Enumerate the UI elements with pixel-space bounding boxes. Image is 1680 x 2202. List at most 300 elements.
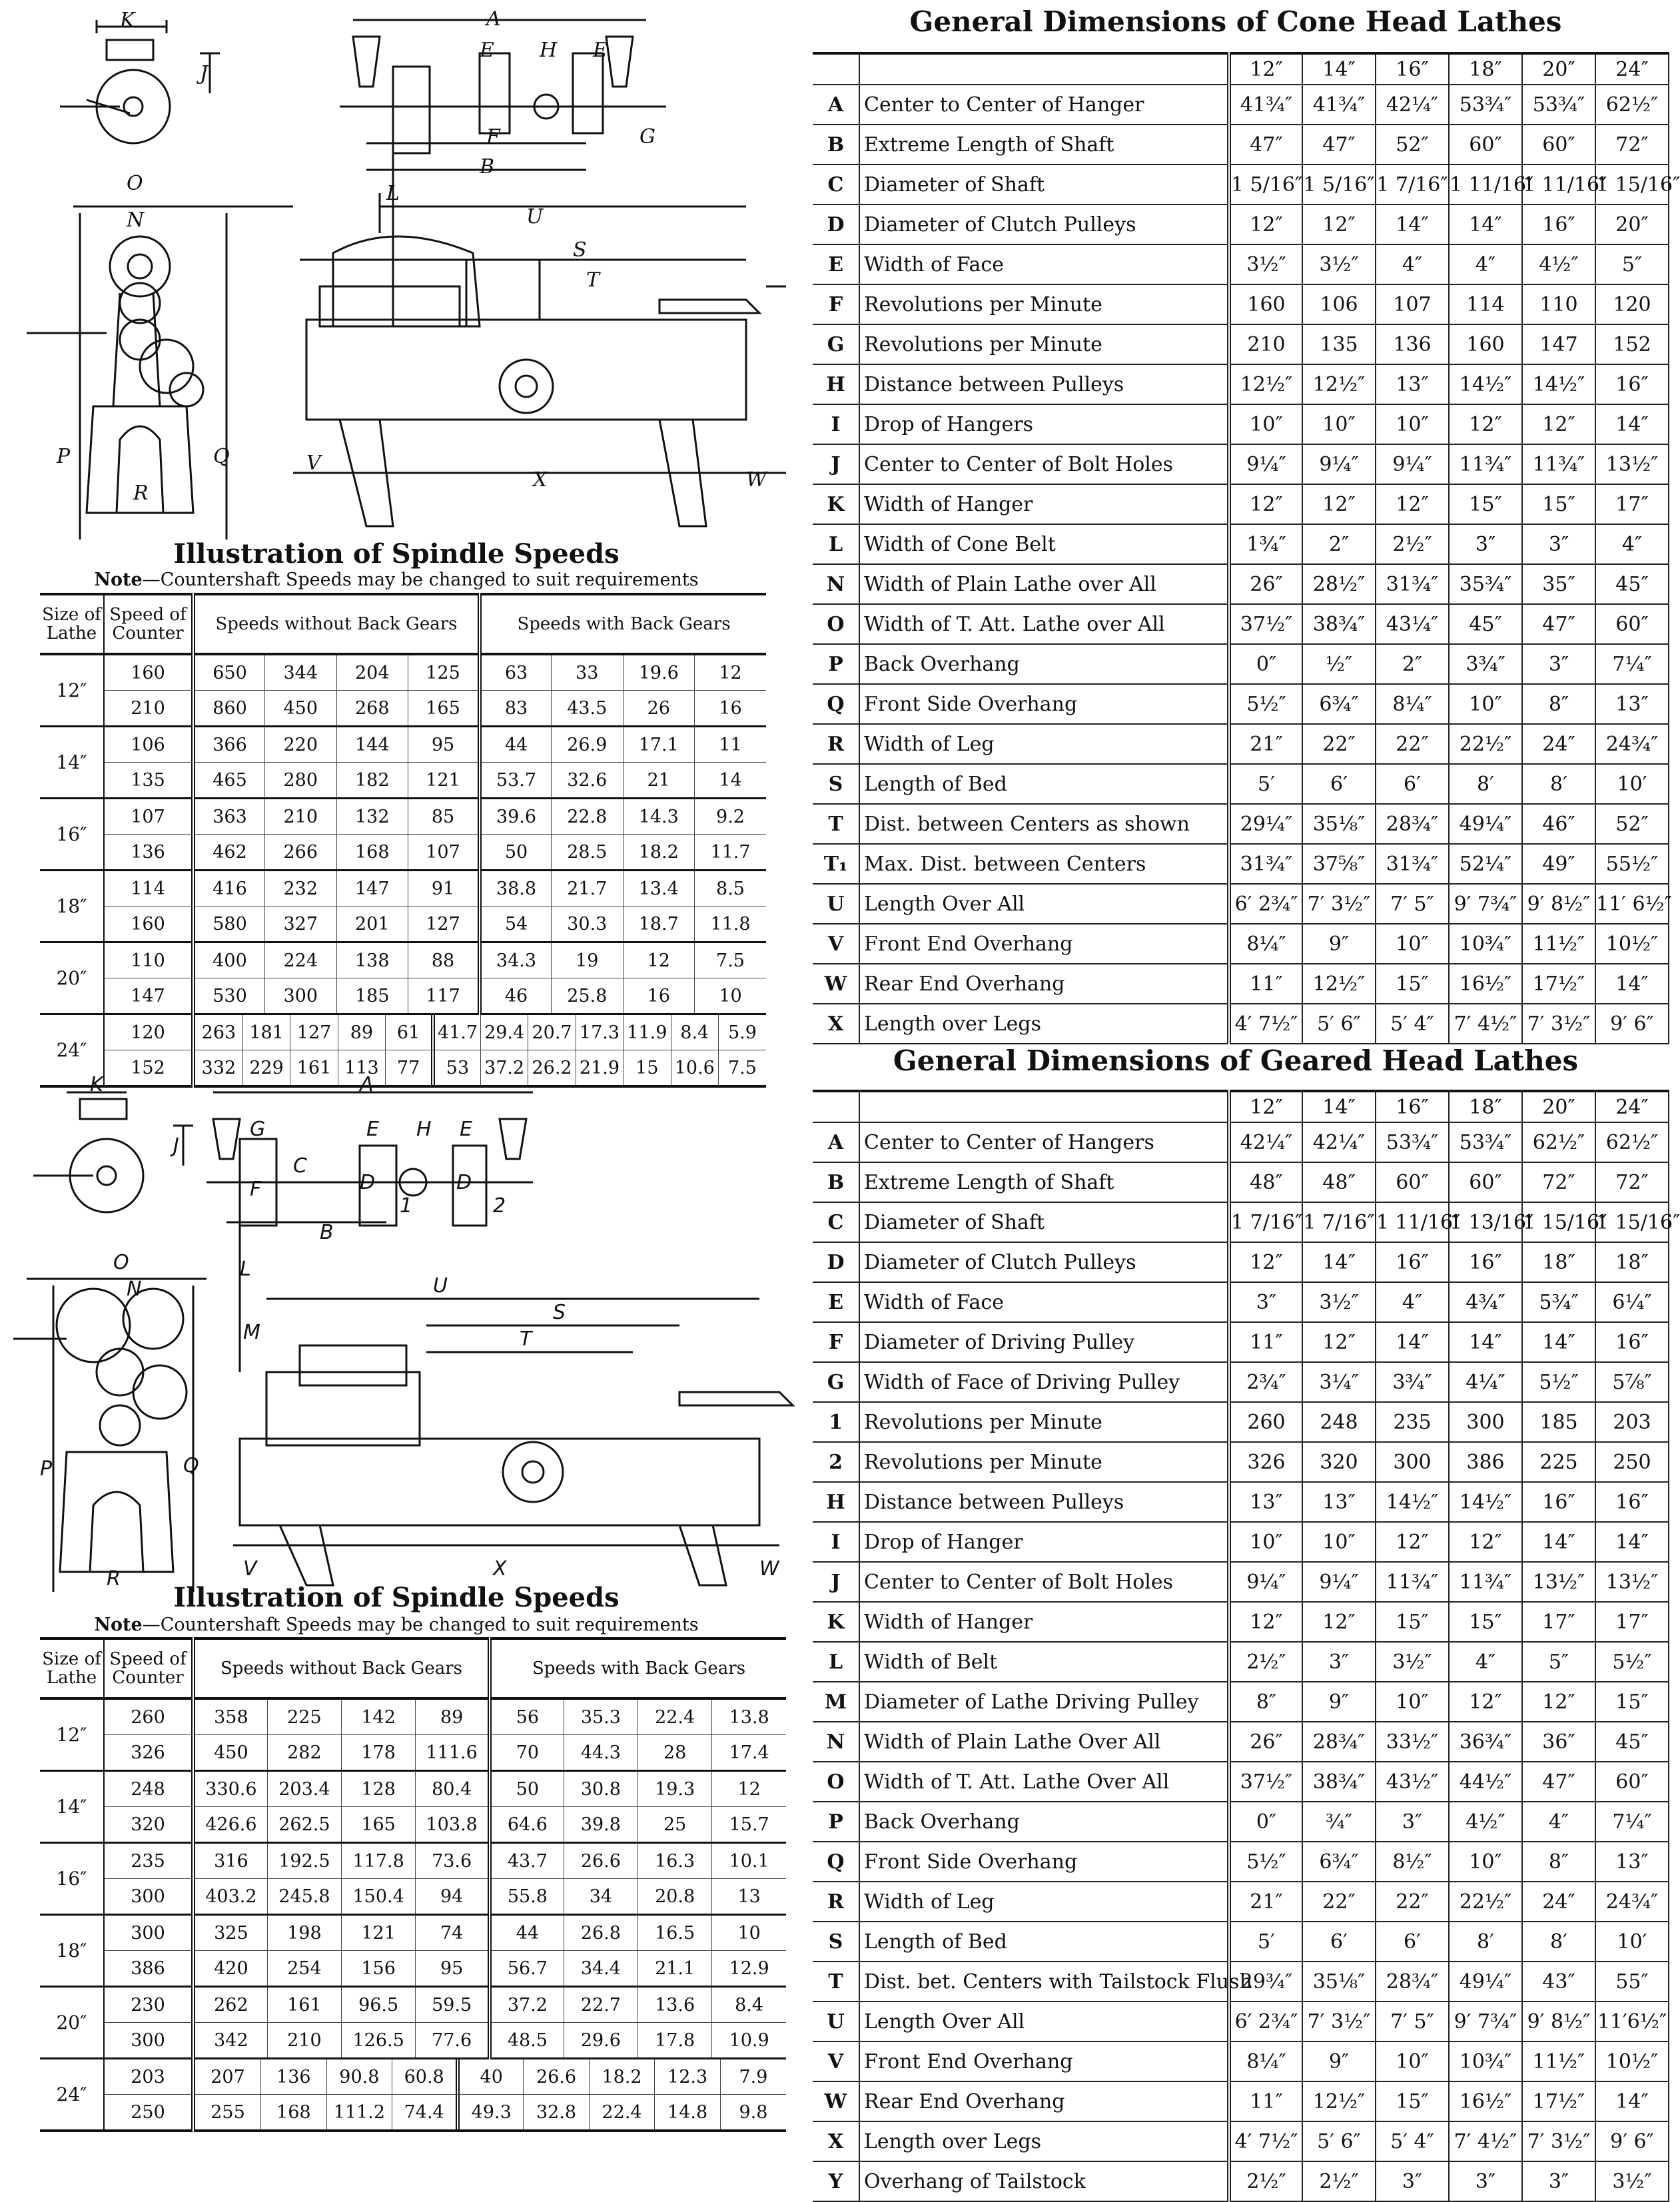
speed-without-gears: 366 [193,727,265,763]
dimension-value: 4′ 7½″ [1229,2121,1302,2161]
table-row [813,324,1669,364]
row-description: Width of Cone Belt [859,524,1229,564]
dimension-value: ½″ [1302,644,1376,684]
dimension-value: 13″ [1376,364,1449,404]
speed-without-gears: 161 [290,1050,338,1085]
counter-speed: 203 [104,2059,193,2095]
speed-without-gears: 325 [193,1915,267,1951]
speed-with-gears: 8.4 [712,1987,786,2023]
dimension-value: 9′ 8½″ [1522,884,1595,924]
row-description: Back Overhang [859,1802,1229,1842]
table-row [40,1879,786,1915]
speed-with-gears: 12 [712,1771,786,1807]
row-description: Overhang of Tailstock [859,2161,1229,2201]
speed-without-gears: 96.5 [342,1987,416,2023]
table-row [813,1442,1669,1482]
dimension-value: 31¾″ [1376,564,1449,604]
speed-without-gears: 204 [336,654,408,691]
speed-with-gears: 37.2 [480,1050,528,1085]
row-letter: Q [813,1842,859,1882]
row-description: Diameter of Clutch Pulleys [859,1242,1229,1282]
dimension-value: 7′ 4½″ [1449,1004,1522,1044]
dimension-value: 6′ 2¾″ [1229,2002,1302,2041]
speed-without-gears: 462 [193,835,265,871]
dimension-value: 35⅛″ [1302,1962,1376,2002]
dimension-value: 8′ [1449,764,1522,804]
speed-with-gears: 13.4 [623,871,695,907]
geared-speeds-note: Note—Countershaft Speeds may be changed to suit requirements [94,1615,699,1635]
speed-without-gears: 327 [265,907,337,942]
dimension-value: 0″ [1229,644,1302,684]
speed-with-gears: 20.7 [528,1015,576,1050]
label-J: J [173,1134,179,1158]
speed-cells [193,2095,786,2131]
row-letter: V [813,924,859,964]
dimension-value: 235 [1376,1402,1449,1442]
speed-without-gears: 262 [193,1987,267,2023]
size-header: Size of Lathe [40,594,104,654]
table-row [813,964,1669,1004]
dimension-value: 20″ [1595,204,1669,244]
dimension-value: 3¼″ [1302,1362,1376,1402]
row-letter: X [813,2121,859,2161]
dimension-value: 35″ [1522,564,1595,604]
dimension-value: 136 [1376,324,1449,364]
dimension-value: 9¼″ [1302,1562,1376,1602]
counter-speed: 320 [104,1807,193,1843]
speed-without-gears: 580 [193,907,265,942]
table-row [813,1004,1669,1044]
speed-without-gears: 74 [416,1915,490,1951]
dimension-value: 14½″ [1449,364,1522,404]
speed-with-gears: 16.3 [638,1843,712,1879]
speed-without-gears: 450 [193,1735,267,1771]
row-description: Width of Belt [859,1642,1229,1682]
cone-dims-title: General Dimensions of Cone Head Lathes [909,5,1562,38]
speed-with-gears: 40 [458,2059,524,2094]
dimension-value: 12″ [1376,1522,1449,1562]
dimension-value: 10′ [1595,1922,1669,1962]
label-1: 1 [400,1194,413,1218]
table-row [813,604,1669,644]
dimension-value: 10″ [1229,404,1302,444]
dimension-value: 7′ 3½″ [1302,2002,1376,2041]
dimension-value: 14″ [1595,1522,1669,1562]
speed-without-gears: 363 [193,799,265,835]
speed-with-gears: 16 [623,978,695,1014]
cone-dims-table [813,52,1680,1044]
row-description: Revolutions per Minute [859,1442,1229,1482]
table-row [40,1843,786,1879]
speed-without-gears: 650 [193,654,265,691]
dimension-value: 9″ [1302,1682,1376,1722]
lathe-size: 14″ [40,1771,104,1843]
table-row [813,844,1669,884]
dimension-value: 3″ [1302,1642,1376,1682]
speed-without-gears: 225 [267,1698,341,1735]
dimension-value: 12″ [1229,1242,1302,1282]
cone-speeds-table [40,593,766,1088]
dimension-value: 10″ [1302,1522,1376,1562]
speed-without-gears: 132 [336,799,408,835]
row-description: Rear End Overhang [859,964,1229,1004]
speed-without-gears: 300 [265,978,337,1014]
dimension-value: 16″ [1595,1482,1669,1522]
label-B: B [320,1221,334,1244]
speed-without-gears: 95 [416,1951,490,1987]
speed-without-gears: 117 [408,978,480,1014]
dimension-value: 15″ [1595,1682,1669,1722]
row-letter: P [813,644,859,684]
dimension-value: 210 [1229,324,1302,364]
row-description: Width of Hanger [859,484,1229,524]
dimension-value: 248 [1302,1402,1376,1442]
row-letter: W [813,964,859,1004]
dimension-value: 6′ [1302,1922,1376,1962]
dimension-value: 135 [1302,324,1376,364]
speed-without-gears: 263 [195,1015,242,1050]
dimension-value: 60″ [1595,604,1669,644]
dimension-value: 320 [1302,1442,1376,1482]
dimension-value: 44½″ [1449,1762,1522,1802]
dimension-value: 6¾″ [1302,1842,1376,1882]
speed-without-gears: 165 [342,1807,416,1843]
dimension-value: 21″ [1229,1882,1302,1922]
counter-speed: 210 [104,691,193,727]
speed-without-gears: 203.4 [267,1771,341,1807]
row-description: Width of T. Att. Lathe Over All [859,1762,1229,1802]
dimension-value: 22½″ [1449,1882,1522,1922]
lathe-size: 24″ [40,1014,104,1087]
dimension-value: 7′ 3½″ [1302,884,1376,924]
dimension-value: 45″ [1449,604,1522,644]
speed-without-gears: 121 [408,763,480,799]
dimension-value: 60″ [1595,1762,1669,1802]
speed-with-gears: 14.8 [655,2095,721,2129]
speed-without-gears: 125 [408,654,480,691]
speed-with-gears: 13 [712,1879,786,1915]
counter-speed: 300 [104,2023,193,2059]
dimension-value: 22″ [1376,724,1449,764]
speed-without-gears: 860 [193,691,265,727]
dimension-value: 9″ [1302,2041,1376,2081]
dimension-value: 5′ [1229,764,1302,804]
without-gears-header: Speeds without Back Gears [193,594,480,654]
counter-speed: 147 [104,978,193,1014]
dimension-value: 42¼″ [1376,85,1449,125]
dimension-value: 35¾″ [1449,564,1522,604]
label-T: T [520,1327,532,1351]
dimension-value: 9¼″ [1302,444,1376,484]
dimension-value: 185 [1522,1402,1595,1442]
label-S: S [573,238,587,262]
speed-with-gears: 21.1 [638,1951,712,1987]
label-R: R [107,1567,121,1591]
dimension-value: 11¾″ [1449,1562,1522,1602]
speed-cells [193,1014,766,1050]
dimension-value: 12″ [1229,484,1302,524]
table-row [813,684,1669,724]
row-letter: I [813,1522,859,1562]
dimension-value: 24″ [1522,724,1595,764]
speed-without-gears: 150.4 [342,1879,416,1915]
table-row [813,564,1669,604]
row-description: Front Side Overhang [859,1842,1229,1882]
speed-without-gears: 210 [265,799,337,835]
dimension-value: 9′ 7¾″ [1449,884,1522,924]
dimension-value: 12″ [1302,1322,1376,1362]
table-row [40,654,766,691]
dimension-value: 160 [1449,324,1522,364]
row-letter: B [813,1162,859,1202]
speed-with-gears: 26 [623,691,695,727]
table-row [813,804,1669,844]
row-letter: O [813,1762,859,1802]
speed-with-gears: 12 [623,942,695,978]
table-row [40,1915,786,1951]
dimension-value: 52¼″ [1449,844,1522,884]
dimension-value: 24¾″ [1595,724,1669,764]
label-X: X [533,468,548,492]
dimension-value: 12″ [1449,1682,1522,1722]
counter-speed: 300 [104,1879,193,1915]
dimension-value: 120 [1595,284,1669,324]
dimension-value: 300 [1449,1402,1522,1442]
row-description: Max. Dist. between Centers [859,844,1229,884]
speed-without-gears: 344 [265,654,337,691]
speed-without-gears: 201 [336,907,408,942]
speed-with-gears: 21.7 [552,871,624,907]
speed-with-gears: 41.7 [433,1015,480,1050]
dimension-value: 12″ [1522,404,1595,444]
label-K: K [120,9,135,32]
cone-speeds-note: Note—Countershaft Speeds may be changed to suit requirements [94,569,699,590]
speed-without-gears: 127 [408,907,480,942]
dimension-value: 8″ [1522,1842,1595,1882]
row-description: Diameter of Clutch Pulleys [859,204,1229,244]
dimension-value: 5′ 4″ [1376,2121,1449,2161]
speed-without-gears: 207 [195,2059,261,2094]
dimension-value: 4″ [1376,1282,1449,1322]
lathe-size: 18″ [40,1915,104,1987]
speed-without-gears: 127 [290,1015,338,1050]
label-M: M [243,1321,260,1344]
dimension-value: 6¼″ [1595,1282,1669,1322]
counter-speed: 160 [104,654,193,691]
table-row [813,724,1669,764]
table-row [813,1242,1669,1282]
counter-speed: 160 [104,907,193,942]
dimension-value: 5″ [1595,244,1669,284]
speed-with-gears: 10.6 [671,1050,718,1085]
size-header: 16″ [1376,1091,1449,1122]
geared-dims-table [813,1090,1680,2202]
dimension-value: 11½″ [1522,924,1595,964]
dimension-value: 12″ [1229,1602,1302,1642]
row-description: Diameter of Driving Pulley [859,1322,1229,1362]
row-description: Diameter of Shaft [859,1202,1229,1242]
dimension-value: 10′ [1595,764,1669,804]
label-K: K [90,1073,103,1096]
dimension-value: 14″ [1449,204,1522,244]
speed-without-gears: 185 [336,978,408,1014]
speed-with-gears: 12.3 [655,2059,721,2094]
dimension-value: 45″ [1595,1722,1669,1762]
dimension-value: 152 [1595,324,1669,364]
dimension-value: 106 [1302,284,1376,324]
dimension-value: 3″ [1376,2161,1449,2201]
row-description: Back Overhang [859,644,1229,684]
table-row [813,364,1669,404]
dimension-value: 22½″ [1449,724,1522,764]
dimension-value: 38¾″ [1302,1762,1376,1802]
dimension-value: 14″ [1376,1322,1449,1362]
label-W: W [746,468,767,492]
dimension-value: 16″ [1595,364,1669,404]
speed-without-gears: 316 [193,1843,267,1879]
row-description: Width of Face [859,244,1229,284]
speed-without-gears: 89 [338,1015,385,1050]
lathe-size: 14″ [40,727,104,799]
speed-without-gears: 254 [267,1951,341,1987]
label-E: E [480,39,494,62]
table-row [40,799,766,835]
dimension-value: 5½″ [1229,1842,1302,1882]
dimension-value: 2½″ [1229,1642,1302,1682]
dimension-value: 48″ [1302,1162,1376,1202]
dimension-value: 5′ 6″ [1302,2121,1376,2161]
speed-with-gears: 64.6 [490,1807,564,1843]
table-row [813,924,1669,964]
dimension-value: 10″ [1376,404,1449,444]
dimension-value: 11′6½″ [1595,2002,1669,2041]
counter-speed: 386 [104,1951,193,1987]
counter-speed: 136 [104,835,193,871]
speed-without-gears: 168 [261,2095,327,2129]
speed-with-gears: 16 [695,691,767,727]
speed-with-gears: 7.5 [695,942,767,978]
speed-without-gears: 400 [193,942,265,978]
dimension-value: 37⅝″ [1302,844,1376,884]
size-header: 12″ [1229,1091,1302,1122]
dimension-value: 28¾″ [1376,1962,1449,2002]
label-N: N [127,208,145,232]
dimension-value: 37½″ [1229,1762,1302,1802]
dimension-value: 3″ [1522,644,1595,684]
speed-without-gears: 88 [408,942,480,978]
dimension-value: 13″ [1595,1842,1669,1882]
dimension-value: 12″ [1449,404,1522,444]
speed-with-gears: 26.9 [552,727,624,763]
speed-without-gears: 220 [265,727,337,763]
dimension-value: 3½″ [1595,2161,1669,2201]
row-letter: A [813,85,859,125]
speed-with-gears: 39.8 [564,1807,637,1843]
dimension-value: ¾″ [1302,1802,1376,1842]
speed-without-gears: 282 [267,1735,341,1771]
speed-with-gears: 11.7 [695,835,767,871]
counter-header: Speed of Counter [104,594,193,654]
dimension-value: 18″ [1522,1242,1595,1282]
dimension-value: 48″ [1229,1162,1302,1202]
speed-without-gears: 465 [193,763,265,799]
dimension-value: 24″ [1522,1882,1595,1922]
speed-with-gears: 12.9 [712,1951,786,1987]
speed-with-gears: 29.6 [564,2023,637,2059]
row-description: Diameter of Lathe Driving Pulley [859,1682,1229,1722]
row-letter: U [813,884,859,924]
dimension-value: 10″ [1302,404,1376,444]
label-J: J [200,62,209,85]
label-D: D [360,1171,376,1194]
row-letter: H [813,1482,859,1522]
dimension-value: 31¾″ [1229,844,1302,884]
label-B: B [480,155,495,179]
speed-with-gears: 15.7 [712,1807,786,1843]
dimension-value: 11¾″ [1522,444,1595,484]
label-U: U [433,1274,448,1297]
without-gears-header: Speeds without Back Gears [193,1639,490,1698]
dimension-value: 9″ [1302,924,1376,964]
dimension-value: 16″ [1595,1322,1669,1362]
counter-speed: 326 [104,1735,193,1771]
table-row [813,1562,1669,1602]
speed-with-gears: 26.2 [528,1050,576,1085]
table-row [40,1987,786,2023]
dimension-value: 9′ 8½″ [1522,2002,1595,2041]
header-row [40,594,766,654]
speed-without-gears: 245.8 [267,1879,341,1915]
cone-lathe-illustration [20,7,786,540]
dimension-value: 62½″ [1595,1122,1669,1162]
speed-with-gears: 15 [624,1050,671,1085]
speed-with-gears: 37.2 [490,1987,564,2023]
dimension-value: 53¾″ [1376,1122,1449,1162]
dimension-value: 52″ [1595,804,1669,844]
dimension-value: 15″ [1449,484,1522,524]
dimension-value: 14″ [1376,204,1449,244]
row-description: Revolutions per Minute [859,1402,1229,1442]
speed-with-gears: 50 [480,835,552,871]
speed-without-gears: 74.4 [392,2095,458,2129]
dimension-value: 10″ [1449,1842,1522,1882]
label-X: X [493,1557,507,1581]
table-row [813,524,1669,564]
speed-without-gears: 94 [416,1879,490,1915]
label-P: P [57,445,71,468]
row-letter: N [813,564,859,604]
row-letter: Y [813,2161,859,2201]
speed-with-gears: 34.4 [564,1951,637,1987]
dimension-value: 12″ [1302,204,1376,244]
speed-without-gears: 178 [342,1735,416,1771]
dimension-value: 11″ [1229,2081,1302,2121]
speed-without-gears: 198 [267,1915,341,1951]
speed-without-gears: 77 [386,1050,433,1085]
dimension-value: 6′ 2¾″ [1229,884,1302,924]
table-row [813,484,1669,524]
row-description: Length of Bed [859,1922,1229,1962]
dimension-value: 41¾″ [1302,85,1376,125]
dimension-value: 72″ [1595,125,1669,165]
dimension-value: 42¼″ [1302,1122,1376,1162]
dimension-value: 15″ [1449,1602,1522,1642]
dimension-value: 7¼″ [1595,644,1669,684]
speed-with-gears: 26.6 [524,2059,590,2094]
speed-with-gears: 63 [480,654,552,691]
lathe-size: 16″ [40,1843,104,1915]
size-header: 24″ [1595,53,1669,85]
